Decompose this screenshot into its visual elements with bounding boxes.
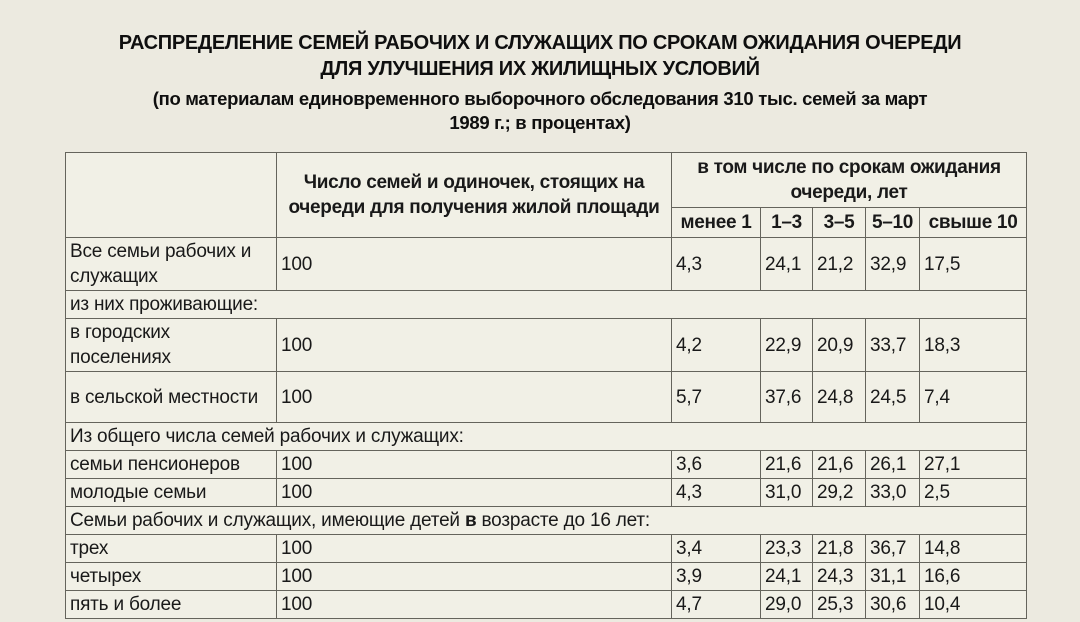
row-label: пять и более (66, 591, 277, 619)
value-less-1: 3,9 (672, 563, 761, 591)
value-5-10: 33,0 (866, 479, 920, 507)
value-1-3: 21,6 (761, 451, 813, 479)
header-empty-corner (66, 153, 277, 238)
value-less-1: 4,3 (672, 479, 761, 507)
value-1-3: 22,9 (761, 319, 813, 372)
section-label: из них проживающие: (66, 291, 1027, 319)
page-title-line-1: РАСПРЕДЕЛЕНИЕ СЕМЕЙ РАБОЧИХ И СЛУЖАЩИХ ПО СРОКАМ ОЖИДАНИЯ ОЧЕРЕДИ (118, 32, 962, 54)
table-row (66, 479, 1027, 507)
subheader-over-10: свыше 10 (920, 208, 1027, 238)
page-subtitle-line-1: (по материалам единовременного выборочного обследования 310 тыс. семей за март (152, 88, 928, 109)
value-3-5: 21,2 (813, 238, 866, 291)
value-less-1: 3,4 (672, 535, 761, 563)
value-3-5: 21,8 (813, 535, 866, 563)
section-label-suffix: возрасте до 16 лет: (476, 510, 650, 531)
total-value: 100 (277, 451, 672, 479)
value-over-10: 16,6 (920, 563, 1027, 591)
subheader-5-10: 5–10 (866, 208, 920, 238)
total-value: 100 (277, 563, 672, 591)
table-row (66, 238, 1027, 291)
total-value: 100 (277, 535, 672, 563)
row-label: четырех (66, 563, 277, 591)
value-over-10: 18,3 (920, 319, 1027, 372)
value-3-5: 20,9 (813, 319, 866, 372)
table-row (66, 451, 1027, 479)
value-5-10: 33,7 (866, 319, 920, 372)
row-label: трех (66, 535, 277, 563)
row-label: в городских поселениях (66, 319, 277, 372)
total-value: 100 (277, 372, 672, 423)
value-over-10: 14,8 (920, 535, 1027, 563)
value-1-3: 37,6 (761, 372, 813, 423)
value-1-3: 23,3 (761, 535, 813, 563)
value-less-1: 5,7 (672, 372, 761, 423)
section-label-bold: в (464, 510, 477, 531)
value-1-3: 24,1 (761, 563, 813, 591)
value-5-10: 30,6 (866, 591, 920, 619)
table-row (66, 319, 1027, 372)
subheader-less-1: менее 1 (672, 208, 761, 238)
subheader-1-3: 1–3 (761, 208, 813, 238)
value-5-10: 26,1 (866, 451, 920, 479)
total-value: 100 (277, 591, 672, 619)
table-row (66, 535, 1027, 563)
value-3-5: 24,3 (813, 563, 866, 591)
value-over-10: 7,4 (920, 372, 1027, 423)
row-label: молодые семьи (66, 479, 277, 507)
header-total-column: Число семей и одиночек, стоящих на очереди для получения жилой площади (277, 153, 672, 238)
value-3-5: 21,6 (813, 451, 866, 479)
table-row (66, 591, 1027, 619)
value-less-1: 3,6 (672, 451, 761, 479)
page-title-line-2: ДЛЯ УЛУЧШЕНИЯ ИХ ЖИЛИЩНЫХ УСЛОВИЙ (320, 58, 760, 80)
value-5-10: 36,7 (866, 535, 920, 563)
section-row (66, 507, 1027, 535)
value-less-1: 4,3 (672, 238, 761, 291)
value-3-5: 25,3 (813, 591, 866, 619)
value-1-3: 24,1 (761, 238, 813, 291)
section-row (66, 423, 1027, 451)
section-row (66, 291, 1027, 319)
value-5-10: 31,1 (866, 563, 920, 591)
section-label (66, 507, 1027, 535)
table-row (66, 372, 1027, 423)
value-3-5: 29,2 (813, 479, 866, 507)
total-value: 100 (277, 319, 672, 372)
statistics-table (65, 152, 1027, 619)
subheader-3-5: 3–5 (813, 208, 866, 238)
value-over-10: 10,4 (920, 591, 1027, 619)
value-3-5: 24,8 (813, 372, 866, 423)
value-over-10: 27,1 (920, 451, 1027, 479)
section-label: Из общего числа семей рабочих и служащих: (66, 423, 1027, 451)
value-less-1: 4,2 (672, 319, 761, 372)
row-label: в сельской местности (66, 372, 277, 423)
value-over-10: 2,5 (920, 479, 1027, 507)
section-label-prefix: Семьи рабочих и служащих, имеющие детей (70, 510, 465, 531)
value-5-10: 24,5 (866, 372, 920, 423)
value-over-10: 17,5 (920, 238, 1027, 291)
title-block (0, 0, 1080, 135)
value-1-3: 29,0 (761, 591, 813, 619)
total-value: 100 (277, 479, 672, 507)
total-value: 100 (277, 238, 672, 291)
header-group-wait-terms: в том числе по срокам ожидания очереди, лет (672, 153, 1027, 208)
header-row-top (66, 153, 1027, 208)
value-1-3: 31,0 (761, 479, 813, 507)
table-row (66, 563, 1027, 591)
row-label: Все семьи рабочих и служащих (66, 238, 277, 291)
row-label: семьи пенсионеров (66, 451, 277, 479)
page-subtitle-line-2: 1989 г.; в процентах) (449, 112, 631, 133)
value-5-10: 32,9 (866, 238, 920, 291)
value-less-1: 4,7 (672, 591, 761, 619)
